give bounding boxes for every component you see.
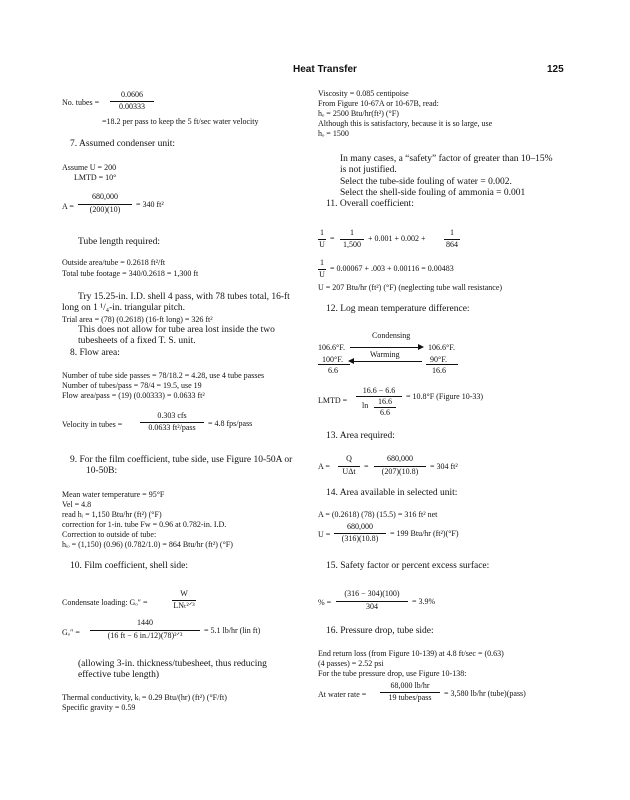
diff-rule-left [318,364,350,365]
outside-area: Outside area/tube = 0.2618 ft²/ft [62,258,166,267]
section-8-heading: 8. Flow area: [70,348,120,358]
area-available: A = (0.2618) (78) (15.5) = 316 ft² net [318,510,438,519]
temp-1-right: 106.6°F. [428,343,456,352]
warming-label: Warming [370,350,400,359]
go-numerator: 1440 [137,618,153,627]
u1-den: U [319,240,325,249]
tube-side-passes: Number of tube side passes = 78/18.2 = 4.28, use 4 tube passes [62,371,265,380]
note-line-2: tubesheets of a fixed T. S. unit. [78,336,196,346]
percent-num: (316 − 304)(100) [344,589,400,598]
lmtd-label: LMTD = [318,396,348,405]
u2-den: U [319,270,325,279]
lmtd-numerator: 16.6 − 6.6 [362,386,396,395]
section-14-heading: 14. Area available in selected unit: [326,488,458,498]
ho-value: hₒ = 2500 Btu/hr(ft²) (°F) [318,109,399,118]
percent-den: 304 [336,601,408,612]
end-return-line-2: (4 passes) = 2.52 psi [318,659,384,668]
tube-pressure-drop: For the tube pressure drop, use Figure 10-138: [318,669,467,678]
area-req-eq: = [364,462,369,471]
area-req-label: A = [318,462,330,471]
velocity-label: Velocity in tubes = [62,420,123,429]
section-13-heading: 13. Area required: [326,431,395,441]
allowing-line-2: effective tube length) [78,670,160,680]
area-result: = 340 ft² [136,200,164,209]
area-label: A = [62,202,74,211]
thermal-conductivity: Thermal conductivity, kᵢ = 0.29 Btu/(hr) (ft²) (°F/ft) [62,693,227,702]
tubes-per-pass: Number of tubes/pass = 78/4 = 19.5, use 19 [62,381,202,390]
section-12-heading: 12. Log mean temperature difference: [326,304,470,314]
lmtd-ln-den: 6.6 [374,407,396,418]
percent-result: = 3.9% [412,597,436,606]
mean-water-temp: Mean water temperature = 95°F [62,490,165,499]
flow-area-pass: Flow area/pass = (19) (0.00333) = 0.0633 ft² [62,391,205,400]
try-line-1: Try 15.25-in. I.D. shell 4 pass, with 78 tubes total, 16-ft [78,292,290,302]
velocity-denominator: 0.0633 ft²/pass [140,422,204,433]
lmtd-ln: ln [362,401,369,410]
section-10-heading: 10. Film coefficient, shell side: [70,561,189,571]
correction-outside: Correction to outside of tube: [62,530,157,539]
u1-num: 1 [320,228,324,237]
header-title: Heat Transfer [293,64,357,75]
temp-2-right: 90°F. [430,355,448,364]
assume-u: Assume U = 200 [62,163,117,172]
diff-rule-right [426,364,458,365]
u1-mid: + 0.001 + 0.002 + [368,234,426,243]
area-req-udt: UΔt [338,466,360,477]
condensate-loading-label: Condensate loading: Gₒ″ = [62,598,148,607]
delta-2: 16.6 [432,366,446,375]
u1-num2: 1 [350,228,354,237]
velocity-value: Vel = 4.8 [62,500,92,509]
tube-length-heading: Tube length required: [78,237,160,247]
condensate-numerator: W [180,589,188,598]
section-7-heading: 7. Assumed condenser unit: [70,139,176,149]
no-tubes-result: =18.2 per pass to keep the 5 ft/sec water velocity [102,117,259,126]
area-numerator: 680,000 [92,192,118,201]
specific-gravity: Specific gravity = 0.59 [62,703,136,712]
arrow-right-head [418,344,424,350]
from-figure: From Figure 10-67A or 10-67B, read: [318,99,439,108]
velocity-result: = 4.8 fps/pass [208,419,253,428]
correction-fw: correction for 1-in. tube Fw = 0.96 at 0.782-in. I.D. [62,520,227,529]
u-check-num: 680,000 [347,522,373,531]
try-line-2: long on 1 ¹/₄-in. triangular pitch. [62,303,186,313]
select-shell-fouling: Select the shell-side fouling of ammonia = 0.001 [340,188,526,198]
warming-arrow [352,361,422,362]
page-number: 125 [547,64,564,75]
temp-1-left: 106.6°F. [318,343,346,352]
hio-formula: hᵢₒ = (1,150) (0.96) (0.782/1.0) = 864 Btu/hr (ft²) (°F) [62,540,233,549]
although-line-1: Although this is satisfactory, because it is so large, use [318,119,493,128]
delta-1: 6.6 [328,366,338,375]
condensing-arrow [350,347,420,348]
area-req-num: 680,000 [387,454,413,463]
no-tubes-label: No. tubes = [62,98,100,107]
section-15-heading: 15. Safety factor or percent excess surface: [326,561,490,571]
temp-2-left: 100°F. [322,355,344,364]
go-label: Gₒ″ = [62,628,80,637]
section-9-heading: 9. For the film coefficient, tube side, use Figure 10-50A or [70,455,293,465]
u-check-den: (316)(10.8) [334,533,386,544]
lmtd-ln-num: 16.6 [378,397,392,406]
u2-num: 1 [320,258,324,267]
go-result: = 5.1 lb/hr (lin ft) [204,626,261,635]
total-tube-footage: Total tube footage = 340/0.2618 = 1,300 ft [62,269,199,278]
select-tube-fouling: Select the tube-side fouling of water = 0.002. [340,177,512,187]
section-9-heading-cont: 10-50B: [86,466,118,476]
no-tubes-denominator: 0.00333 [110,101,154,112]
u-check-result: = 199 Btu/hr (ft²)(°F) [390,529,459,538]
area-req-result: = 304 ft² [430,462,458,471]
trial-area: Trial area = (78) (0.2618) (16-ft long) = 326 ft² [62,315,213,324]
u-result: U = 207 Btu/hr (ft²) (°F) (neglecting tube wall resistance) [318,283,503,292]
although-line-2: hₒ = 1500 [318,129,349,138]
allowing-line-1: (allowing 3-in. thickness/tubesheet, thus reducing [78,659,267,669]
velocity-numerator: 0.303 cfs [157,411,187,420]
read-hi: read hᵢ = 1,150 Btu/hr (ft²) (°F) [62,510,162,519]
no-tubes-numerator: 0.0606 [121,90,143,99]
section-16-heading: 16. Pressure drop, tube side: [326,626,434,636]
u-check-label: U = [318,530,331,539]
go-denominator: (16 ft − 6 in./12)(78)²ᐟ³ [90,630,200,641]
safety-line-2: is not justified. [340,165,397,175]
u2-result: = 0.00067 + .003 + 0.00116 = 0.00483 [330,264,454,273]
water-rate-result: = 3,580 lb/hr (tube)(pass) [444,689,526,698]
lmtd-assumed: LMTD = 10° [74,173,117,182]
water-rate-den: 19 tubes/pass [380,692,440,703]
u1-eq: = [330,234,335,243]
end-return-line-1: End return loss (from Figure 10-139) at 4.8 ft/sec = (0.63) [318,649,504,658]
viscosity: Viscosity = 0.085 centipoise [318,89,409,98]
water-rate-label: At water rate = [318,690,367,699]
condensate-denominator: LNₜ²ᐟ³ [173,601,195,610]
u1-den2: 1,500 [340,239,364,250]
area-req-q: Q [346,454,352,463]
u1-den3: 864 [446,240,458,249]
water-rate-num: 68,000 lb/hr [390,681,430,690]
area-req-den: (207)(10.8) [374,466,426,477]
lmtd-result: = 10.8°F (Figure 10-33) [406,392,484,401]
section-11-heading: 11. Overall coefficient: [326,199,414,209]
safety-line-1: In many cases, a “safety” factor of greater than 10–15% [340,154,553,164]
condensing-label: Condensing [372,331,411,340]
note-line-1: This does not allow for tube area lost inside the two [78,325,275,335]
u1-num3: 1 [450,228,454,237]
percent-label: % = [318,598,332,607]
area-denominator: (200)(10) [78,204,132,215]
